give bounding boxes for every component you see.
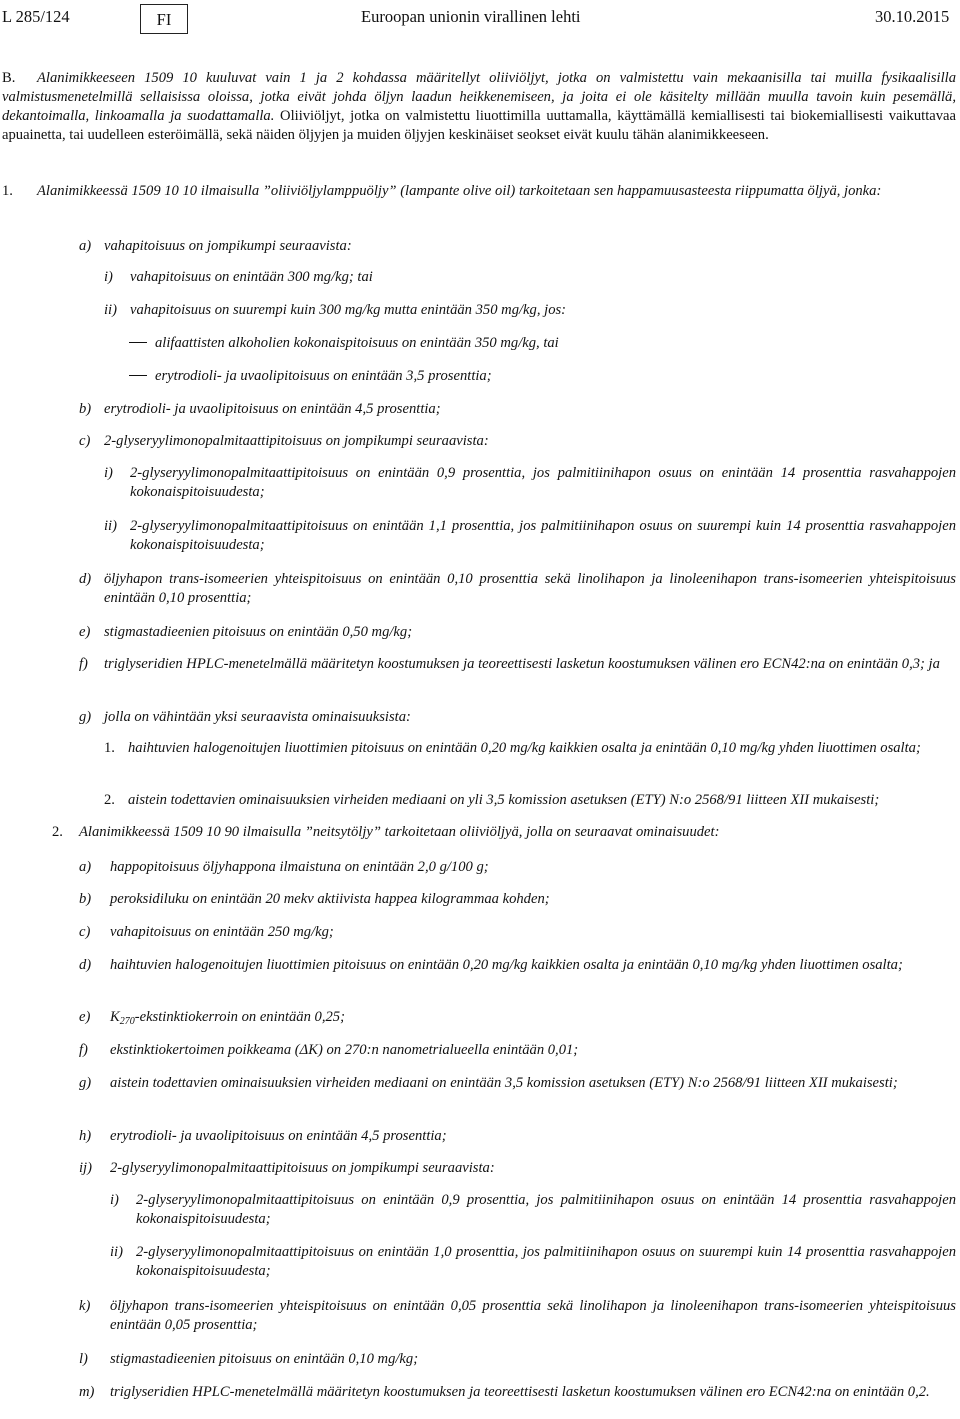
- s2-item-ij: 2-glyseryylimonopalmitaattipitoisuus on jompikumpi seuraavista:: [110, 1160, 495, 1176]
- s2-item-e-text: -ekstinktiokerroin on enintään 0,25;: [134, 1009, 345, 1025]
- s1-item-a-i: vahapitoisuus on enintään 300 mg/kg; tai: [130, 269, 373, 285]
- item-label: d): [79, 571, 92, 587]
- s1-dash-1-text: alifaattisten alkoholien kokonaispitoisuus on enintään 350 mg/kg, tai: [155, 335, 559, 351]
- s1-dash-2: [129, 367, 956, 386]
- publication-date: 30.10.2015: [875, 7, 950, 26]
- s1-dash-1: [129, 334, 956, 353]
- s1-item-b: erytrodioli- ja uvaolipitoisuus on enintään 4,5 prosenttia;: [104, 401, 441, 417]
- s1-item-e: stigmastadieenien pitoisuus on enintään 0,50 mg/kg;: [104, 624, 413, 640]
- s2-item-ij-i: 2-glyseryylimonopalmitaattipitoisuus on enintään 0,9 prosenttia, jos palmitiinihapon osuus on enintään 14 prosenttia rasvahappojen kokonaispitoisuudesta;: [136, 1192, 956, 1227]
- k-symbol: K: [110, 1009, 120, 1025]
- section-b-text-b: Oliiviöljyt, jotka on valmistettu liuottimilla uuttamalla, käyttämällä kemiallisesti tai biokemiallisesti vaikuttavaa apuainetta, tai uudelleen esteröimällä, sekä näiden öljyjen ja muiden öljyjen keskinäiset seokset eivät kuulu tähän alanimikkeeseen.: [2, 108, 956, 143]
- s2-item-h: erytrodioli- ja uvaolipitoisuus on enintään 4,5 prosenttia;: [110, 1128, 447, 1144]
- item-label: b): [79, 891, 92, 907]
- s2-item-l: stigmastadieenien pitoisuus on enintään 0,10 mg/kg;: [110, 1351, 419, 1367]
- subitem-label: ii): [110, 1244, 123, 1260]
- section-b-text-a: Alanimikkeeseen 1509 10 kuuluvat vain 1 ja 2 kohdassa määritellyt oliiviöljyt, jotka on valmistettu vain mekaanisilla tai muilla fysikaalisilla valmistusmenetelmillä sellaisissa oloissa, jotka eivät johda öljyn laadun heikkenemiseen, ja joita ei ole käsitelty millään muulla tavoin kuin pesemällä, dekantoimalla, linkoamalla ja suodattamalla.: [2, 70, 956, 124]
- s2-item-c: vahapitoisuus on enintään 250 mg/kg;: [110, 924, 334, 940]
- s2-item-d: haihtuvien halogenoitujen liuottimien pitoisuus on enintään 0,20 mg/kg kaikkien osalta ja enintään 0,10 mg/kg yhden liuottimen osalta;: [110, 957, 903, 973]
- s1-item-f: triglyseridien HPLC-menetelmällä määritetyn koostumuksen ja teoreettisesti lasketun koostumuksen välinen ero ECN42:na on enintään 0,3; ja: [104, 656, 940, 672]
- s2-item-ij-ii: 2-glyseryylimonopalmitaattipitoisuus on enintään 1,0 prosenttia, jos palmitiinihapon osuus on suurempi kuin 14 prosenttia rasvahappojen kokonaispitoisuudesta;: [136, 1244, 956, 1279]
- subitem-label: i): [110, 1192, 119, 1208]
- item-label: b): [79, 401, 92, 417]
- subitem-label: ii): [104, 302, 117, 318]
- s1-item-c-ii: 2-glyseryylimonopalmitaattipitoisuus on enintään 1,1 prosenttia, jos palmitiinihapon osuus on suurempi kuin 14 prosenttia rasvahappojen kokonaispitoisuudesta;: [130, 518, 956, 553]
- dash-icon: [129, 375, 147, 376]
- s1-item-c-i: 2-glyseryylimonopalmitaattipitoisuus on enintään 0,9 prosenttia, jos palmitiinihapon osuus on enintään 14 prosenttia rasvahappojen kokonaispitoisuudesta;: [130, 465, 956, 500]
- section-1-number: 1.: [2, 183, 13, 199]
- s1-item-g-1: haihtuvien halogenoitujen liuottimien pitoisuus on enintään 0,20 mg/kg kaikkien osalta ja enintään 0,10 mg/kg yhden liuottimen osalta;: [128, 740, 921, 756]
- s1-item-a-ii: vahapitoisuus on suurempi kuin 300 mg/kg mutta enintään 350 mg/kg, jos:: [130, 302, 567, 318]
- item-label: a): [79, 238, 92, 254]
- section-b-paragraph: [2, 69, 956, 145]
- subitem-label: ii): [104, 518, 117, 534]
- item-label: e): [79, 1009, 91, 1025]
- s2-item-m: triglyseridien HPLC-menetelmällä määritetyn koostumuksen ja teoreettisesti lasketun koostumuksen välinen ero ECN42:na on enintään 0,2.: [110, 1384, 930, 1400]
- item-label: ij): [79, 1160, 92, 1176]
- journal-reference: L 285/124: [2, 7, 70, 26]
- section-2-paragraph: [52, 823, 956, 842]
- s1-item-g: jolla on vähintään yksi seuraavista ominaisuuksista:: [104, 709, 411, 725]
- item-label: c): [79, 924, 91, 940]
- item-label: c): [79, 433, 91, 449]
- section-2-number: 2.: [52, 824, 63, 840]
- subitem-label: i): [104, 269, 113, 285]
- s2-item-k: öljyhapon trans-isomeerien yhteispitoisuus on enintään 0,05 prosenttia sekä linolihapon ja linoleenihapon trans-isomeerien yhteispitoisuus enintään 0,05 prosenttia;: [110, 1298, 956, 1333]
- subitem-label: i): [104, 465, 113, 481]
- dash-icon: [129, 342, 147, 343]
- item-label: m): [79, 1384, 95, 1400]
- page-header: [0, 7, 960, 31]
- s2-item-e: [110, 1008, 956, 1027]
- s2-item-f: ekstinktiokertoimen poikkeama (ΔK) on 270:n nanometrialueella enintään 0,01;: [110, 1042, 579, 1058]
- item-label: e): [79, 624, 91, 640]
- s1-item-a: vahapitoisuus on jompikumpi seuraavista:: [104, 238, 352, 254]
- section-1-paragraph: [2, 182, 956, 201]
- section-1-text: Alanimikkeessä 1509 10 10 ilmaisulla ”oliiviöljylamppuöljy” (lampante olive oil) tarkoitetaan sen happamuusasteesta riippumatta öljyä, jonka:: [37, 183, 882, 199]
- s1-item-c: 2-glyseryylimonopalmitaattipitoisuus on jompikumpi seuraavista:: [104, 433, 489, 449]
- s2-item-g: aistein todettavien ominaisuuksien virheiden mediaani on enintään 3,5 komission asetuksen (ETY) N:o 2568/91 liitteen XII mukaisesti;: [110, 1075, 898, 1091]
- numbered-label: 2.: [104, 792, 115, 808]
- section-2-text: Alanimikkeessä 1509 10 90 ilmaisulla ”neitsytöljy” tarkoitetaan oliiviöljyä, jolla on seuraavat ominaisuudet:: [79, 824, 720, 840]
- s2-item-b: peroksidiluku on enintään 20 mekv aktiivista happea kilogrammaa kohden;: [110, 891, 550, 907]
- language-code-box: [140, 4, 188, 34]
- s1-item-d: öljyhapon trans-isomeerien yhteispitoisuus on enintään 0,10 prosenttia sekä linolihapon ja linoleenihapon trans-isomeerien yhteispitoisuus enintään 0,10 prosenttia;: [104, 571, 956, 606]
- s1-item-g-2: aistein todettavien ominaisuuksien virheiden mediaani on yli 3,5 komission asetuksen (ETY) N:o 2568/91 liitteen XII mukaisesti;: [128, 792, 880, 808]
- item-label: a): [79, 859, 92, 875]
- item-label: f): [79, 1042, 88, 1058]
- item-label: l): [79, 1351, 88, 1367]
- item-label: g): [79, 709, 92, 725]
- language-code: FI: [156, 10, 172, 29]
- k-subscript: 270: [119, 1016, 135, 1027]
- s2-item-a: happopitoisuus öljyhappona ilmaistuna on enintään 2,0 g/100 g;: [110, 859, 489, 875]
- section-b-label: B.: [2, 70, 16, 86]
- item-label: h): [79, 1128, 92, 1144]
- item-label: k): [79, 1298, 91, 1314]
- s1-dash-2-text: erytrodioli- ja uvaolipitoisuus on enintään 3,5 prosenttia;: [155, 368, 492, 384]
- item-label: g): [79, 1075, 92, 1091]
- numbered-label: 1.: [104, 740, 115, 756]
- item-label: f): [79, 656, 88, 672]
- item-label: d): [79, 957, 92, 973]
- journal-title: Euroopan unionin virallinen lehti: [361, 7, 581, 26]
